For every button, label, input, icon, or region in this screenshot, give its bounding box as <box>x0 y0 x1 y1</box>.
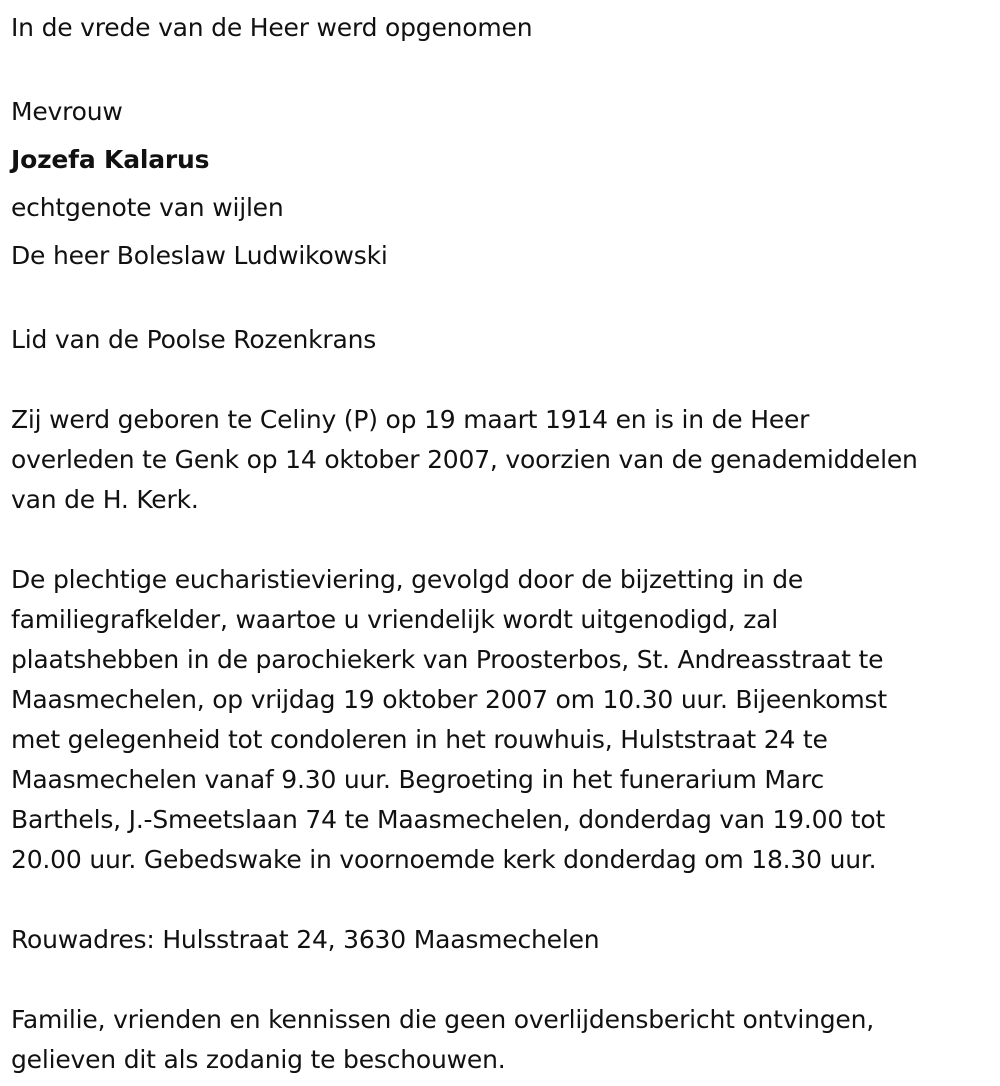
paragraph-line: met gelegenheid tot condoleren in het rouwhuis, Hulststraat 24 te <box>11 725 828 754</box>
membership-text: Lid van de Poolse Rozenkrans <box>11 325 377 354</box>
relation-text: echtgenote van wijlen <box>11 193 284 222</box>
deceased-name: Jozefa Kalarus <box>11 145 210 174</box>
paragraph-line: overleden te Genk op 14 oktober 2007, voorzien van de genademiddelen <box>11 445 918 474</box>
spouse-name: De heer Boleslaw Ludwikowski <box>11 241 388 270</box>
paragraph-line: gelieven dit als zodanig te beschouwen. <box>11 1045 506 1074</box>
heading: In de vrede van de Heer werd opgenomen <box>11 13 533 42</box>
spacer <box>11 960 986 1000</box>
ceremony-paragraph <box>11 560 986 880</box>
title-prefix: Mevrouw <box>11 97 123 126</box>
spacer <box>11 48 986 88</box>
paragraph-line: plaatshebben in de parochiekerk van Proosterbos, St. Andreasstraat te <box>11 645 884 674</box>
mourning-address: Rouwadres: Hulsstraat 24, 3630 Maasmechelen <box>11 925 600 954</box>
spacer <box>11 360 986 400</box>
spacer <box>11 280 986 320</box>
paragraph-line: familiegrafkelder, waartoe u vriendelijk wordt uitgenodigd, zal <box>11 605 779 634</box>
paragraph-line: Familie, vrienden en kennissen die geen overlijdensbericht ontvingen, <box>11 1005 875 1034</box>
paragraph-line: Zij werd geboren te Celiny (P) op 19 maart 1914 en is in de Heer <box>11 405 810 434</box>
paragraph-line: Maasmechelen vanaf 9.30 uur. Begroeting in het funerarium Marc <box>11 765 824 794</box>
spacer <box>11 520 986 560</box>
paragraph-line: Maasmechelen, op vrijdag 19 oktober 2007 om 10.30 uur. Bijeenkomst <box>11 685 887 714</box>
paragraph-line: Barthels, J.-Smeetslaan 74 te Maasmechelen, donderdag van 19.00 tot <box>11 805 886 834</box>
spacer <box>11 880 986 920</box>
birth-death-paragraph <box>11 400 986 520</box>
paragraph-line: van de H. Kerk. <box>11 485 199 514</box>
paragraph-line: De plechtige eucharistieviering, gevolgd door de bijzetting in de <box>11 565 804 594</box>
closing-paragraph <box>11 1000 986 1080</box>
paragraph-line: 20.00 uur. Gebedswake in voornoemde kerk donderdag om 18.30 uur. <box>11 845 877 874</box>
